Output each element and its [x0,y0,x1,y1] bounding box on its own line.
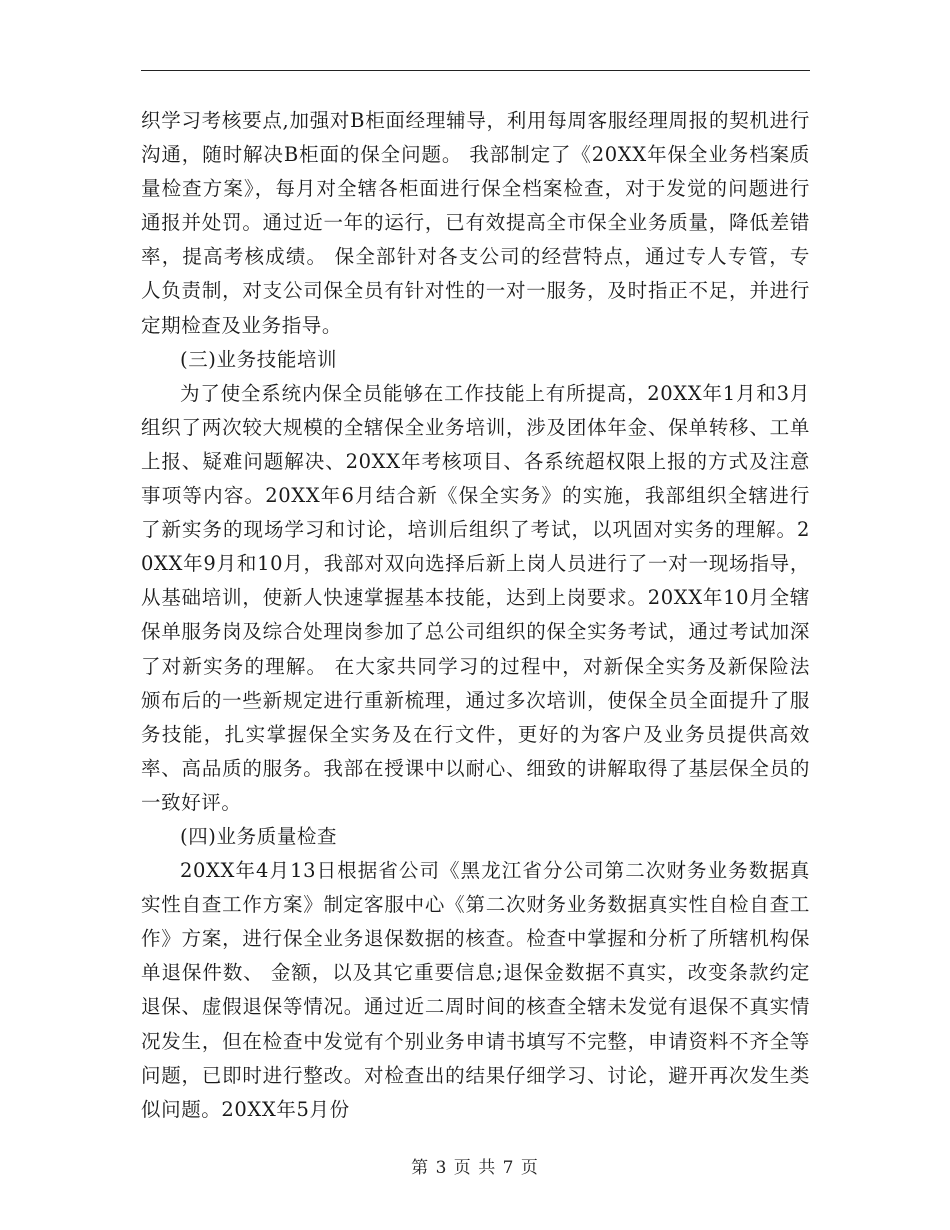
paragraph-skills-training: 为了使全系统内保全员能够在工作技能上有所提高，20XX年1月和3月组织了两次较大规模的全辖保全业务培训，涉及团体年金、保单转移、工单上报、疑难问题解决、20XX年考核项目、各系统超权限上报的方式及注意事项等内容。20XX年6月结合新《保全实务》的实施，我部组织全辖进行了新实务的现场学习和讨论，培训后组织了考试，以巩固对实务的理解。20XX年9月和10月，我部对双向选择后新上岗人员进行了一对一现场指导，从基础培训，使新人快速掌握基本技能，达到上岗要求。20XX年10月全辖保单服务岗及综合处理岗参加了总公司组织的保全实务考试，通过考试加深了对新实务的理解。 在大家共同学习的过程中，对新保全实务及新保险法颁布后的一些新规定进行重新梳理，通过多次培训，使保全员全面提升了服务技能，扎实掌握保全实务及在行文件，更好的为客户及业务员提供高效率、高品质的服务。我部在授课中以耐心、细致的讲解取得了基层保全员的一致好评。 [141,381,810,814]
section-heading-skills-training: (三)业务技能培训 [180,347,338,371]
section-heading-quality-check: (四)业务质量检查 [180,824,338,848]
page-number-footer: 第 3 页 共 7 页 [411,1158,539,1178]
header-rule [141,70,810,71]
document-body [141,104,810,1127]
paragraph-quality-check: 20XX年4月13日根据省公司《黑龙江省分公司第二次财务业务数据真实性自查工作方案》制定客服中心《第二次财务业务数据真实性自检自查工作》方案，进行保全业务退保数据的核查。检查中掌握和分析了所辖机构保单退保件数、 金额，以及其它重要信息;退保金数据不真实，改变条款约定退保、虚假退保等情况。通过近二周时间的核查全辖未发觉有退保不真实情况发生，但在检查中发觉有个别业务申请书填写不完整，申请资料不齐全等问题，已即时进行整改。对检查出的结果仔细学习、讨论，避开再次发生类似问题。20XX年5月份 [141,859,810,1121]
paragraph-continued: 织学习考核要点,加强对B柜面经理辅导，利用每周客服经理周报的契机进行沟通，随时解决B柜面的保全问题。 我部制定了《20XX年保全业务档案质量检查方案》，每月对全辖各柜面进行保全档案检查，对于发觉的问题进行通报并处罚。通过近一年的运行，已有效提高全市保全业务质量，降低差错率，提高考核成绩。 保全部针对各支公司的经营特点，通过专人专管，专人负责制，对支公司保全员有针对性的一对一服务，及时指正不足，并进行定期检查及业务指导。 [141,109,810,337]
